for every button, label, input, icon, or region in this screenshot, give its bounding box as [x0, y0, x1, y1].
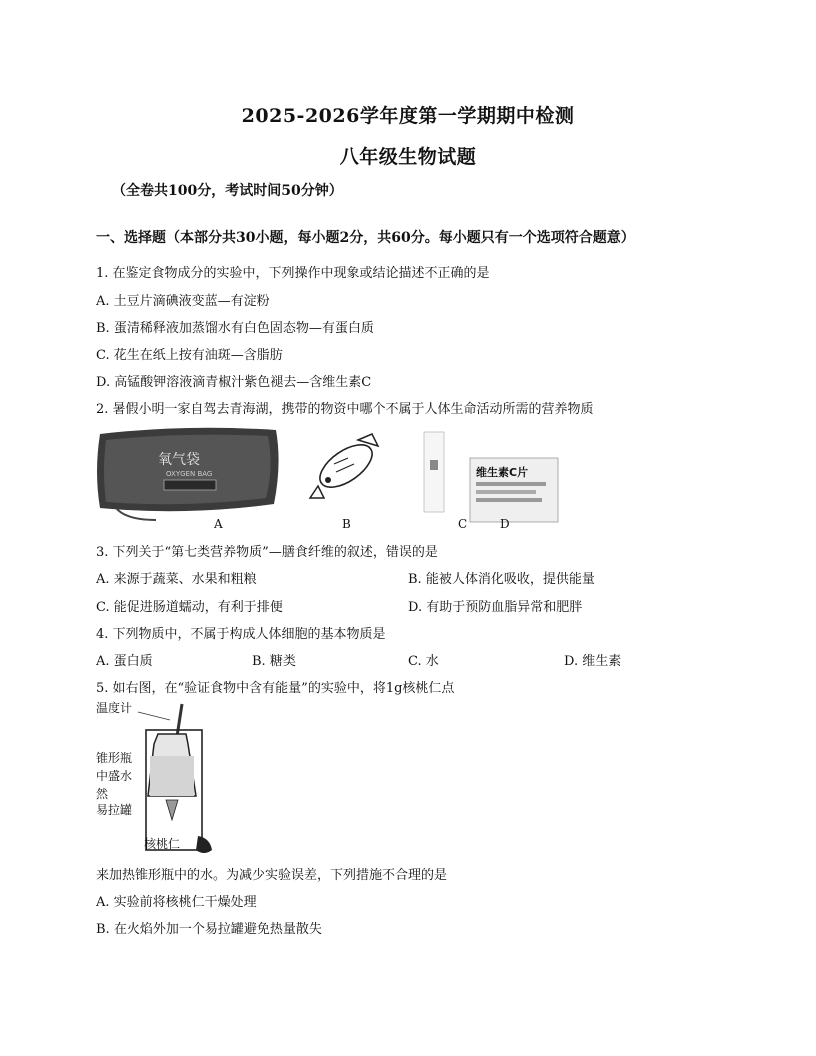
q5-figure — [92, 700, 232, 860]
q2-stem: 2. 暑假小明一家自驾去青海湖，携带的物资中哪个不属于人体生命活动所需的营养物质 — [96, 402, 594, 417]
q4-option-a: A. 蛋白质 — [96, 654, 153, 669]
label-thermometer: 温度计 — [96, 701, 133, 715]
oxygen-bag-image — [97, 428, 279, 520]
label-fragment: 然 — [96, 787, 109, 801]
q5-stem-continued: 来加热锥形瓶中的水。为减少实验误差，下列措施不合理的是 — [96, 868, 448, 883]
experiment-diagram — [92, 700, 232, 860]
q5-option-b: B. 在火焰外加一个易拉罐避免热量散失 — [96, 922, 322, 937]
label-b: B — [342, 517, 351, 531]
label-can: 易拉罐 — [96, 803, 133, 817]
q4-option-c: C. 水 — [408, 654, 439, 669]
q4-stem: 4. 下列物质中，不属于构成人体细胞的基本物质是 — [96, 627, 386, 642]
label-walnut: 核桃仁 — [144, 837, 181, 851]
q4-option-b: B. 糖类 — [252, 654, 296, 669]
water-and-vitamin-image — [424, 432, 558, 522]
vitamin-label: 维生素C片 — [476, 466, 529, 479]
q3-option-b: B. 能被人体消化吸收，提供能量 — [408, 572, 595, 587]
exam-subtitle: 八年级生物试题 — [339, 146, 477, 168]
q5-stem: 5. 如右图，在“验证食物中含有能量”的实验中，将1g核桃仁点 — [96, 681, 455, 696]
bag-label: 氧气袋 — [158, 452, 200, 468]
exam-title: 2025-2026学年度第一学期期中检测 — [241, 105, 575, 127]
q3-stem: 3. 下列关于“第七类营养物质”—膳食纤维的叙述，错误的是 — [96, 545, 438, 560]
label-flask: 锥形瓶 — [96, 751, 133, 765]
bag-sublabel: OXYGEN BAG — [166, 470, 213, 478]
exam-note: （全卷共100分，考试时间50分钟） — [112, 183, 343, 199]
q3-option-c: C. 能促进肠道蠕动，有利于排便 — [96, 600, 283, 615]
label-a: A — [214, 517, 223, 531]
q3-option-d: D. 有助于预防血脂异常和肥胖 — [408, 600, 583, 615]
q2-images — [96, 424, 566, 534]
q1-option-a: A. 土豆片滴碘液变蓝—有淀粉 — [96, 294, 270, 309]
label-water: 中盛水 — [96, 769, 133, 783]
q1-option-d: D. 高锰酸钾溶液滴青椒汁紫色褪去—含维生素C — [96, 375, 372, 390]
q1-option-c: C. 花生在纸上按有油斑—含脂肪 — [96, 348, 283, 363]
label-d: D — [500, 517, 510, 531]
q5-option-a: A. 实验前将核桃仁干燥处理 — [96, 895, 257, 910]
q1-stem: 1. 在鉴定食物成分的实验中，下列操作中现象或结论描述不正确的是 — [96, 266, 490, 281]
section-heading: 一、选择题（本部分共30小题，每小题2分，共60分。每小题只有一个选项符合题意） — [96, 230, 635, 246]
q3-option-a: A. 来源于蔬菜、水果和粗粮 — [96, 572, 257, 587]
label-c: C — [458, 517, 468, 531]
q1-option-b: B. 蛋清稀释液加蒸馏水有白色固态物—有蛋白质 — [96, 321, 374, 336]
candy-image — [310, 434, 379, 498]
q4-option-d: D. 维生素 — [564, 654, 622, 669]
q2-image-row — [96, 424, 566, 534]
